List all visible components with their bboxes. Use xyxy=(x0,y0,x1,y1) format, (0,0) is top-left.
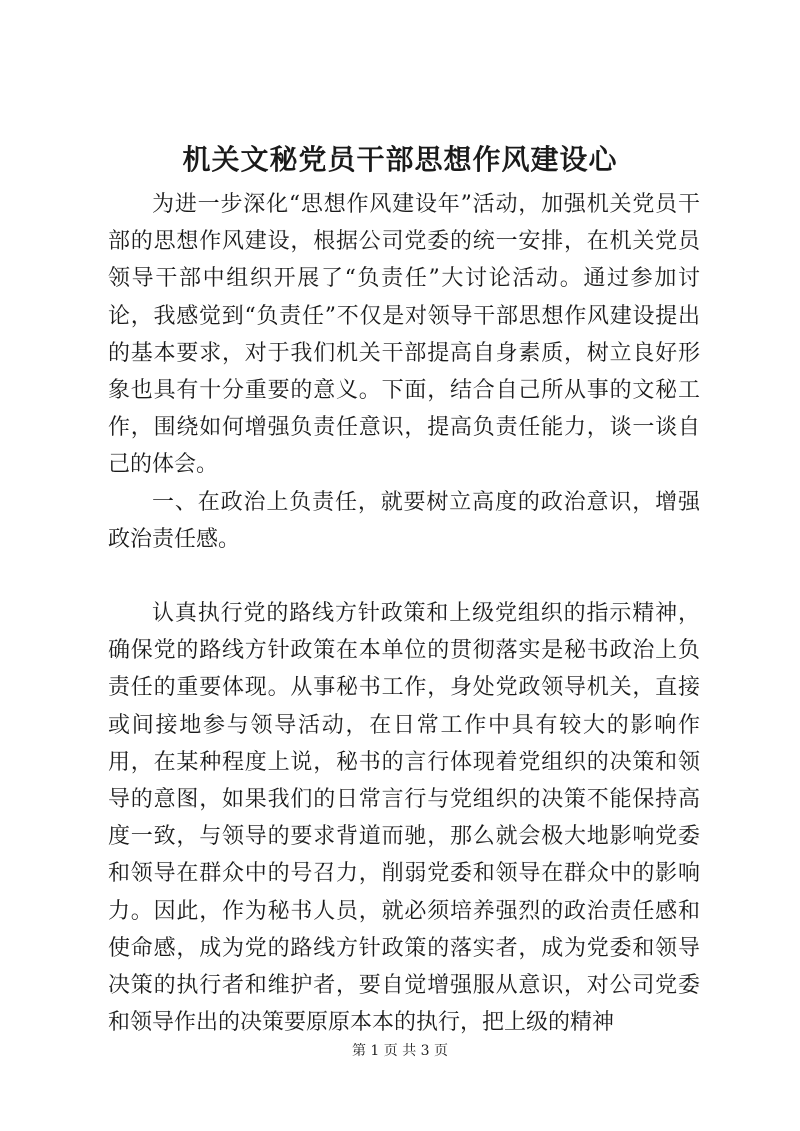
paragraph-section-heading: 一、在政治上负责任，就要树立高度的政治意识，增强政治责任感。 xyxy=(108,489,700,552)
page-footer: 第 1 页 共 3 页 xyxy=(351,1043,449,1059)
paragraph-intro: 为进一步深化“思想作风建设年”活动，加强机关党员干部的思想作风建设，根据公司党委的统一安排，在机关党员领导干部中组织开展了“负责任”大讨论活动。通过参加讨论，我感觉到“负责任”不仅是对领导干部思想作风建设提出的基本要求，对于我们机关干部提高自身素质，树立良好形象也具有十分重要的意义。下面，结合自己所从事的文秘工作，围绕如何增强负责任意识，提高负责任能力，谈一谈自己的体会。 xyxy=(108,192,700,478)
paragraph-body: 认真执行党的路线方针政策和上级党组织的指示精神，确保党的路线方针政策在本单位的贯彻落实是秘书政治上负责任的重要体现。从事秘书工作，身处党政领导机关，直接或间接地参与领导活动，在日常工作中具有较大的影响作用，在某种程度上说，秘书的言行体现着党组织的决策和领导的意图，如果我们的日常言行与党组织的决策不能保持高度一致，与领导的要求背道而驰，那么就会极大地影响党委和领导在群众中的号召力，削弱党委和领导在群众中的影响力。因此，作为秘书人员，就必须培养强烈的政治责任感和使命感，成为党的路线方针政策的落实者，成为党委和领导决策的执行者和维护者，要自觉增强服从意识，对公司党委和领导作出的决策要原原本本的执行，把上级的精神 xyxy=(108,601,700,1036)
document-title: 机关文秘党员干部思想作风建设心 xyxy=(182,143,618,176)
document-body xyxy=(108,186,700,1041)
